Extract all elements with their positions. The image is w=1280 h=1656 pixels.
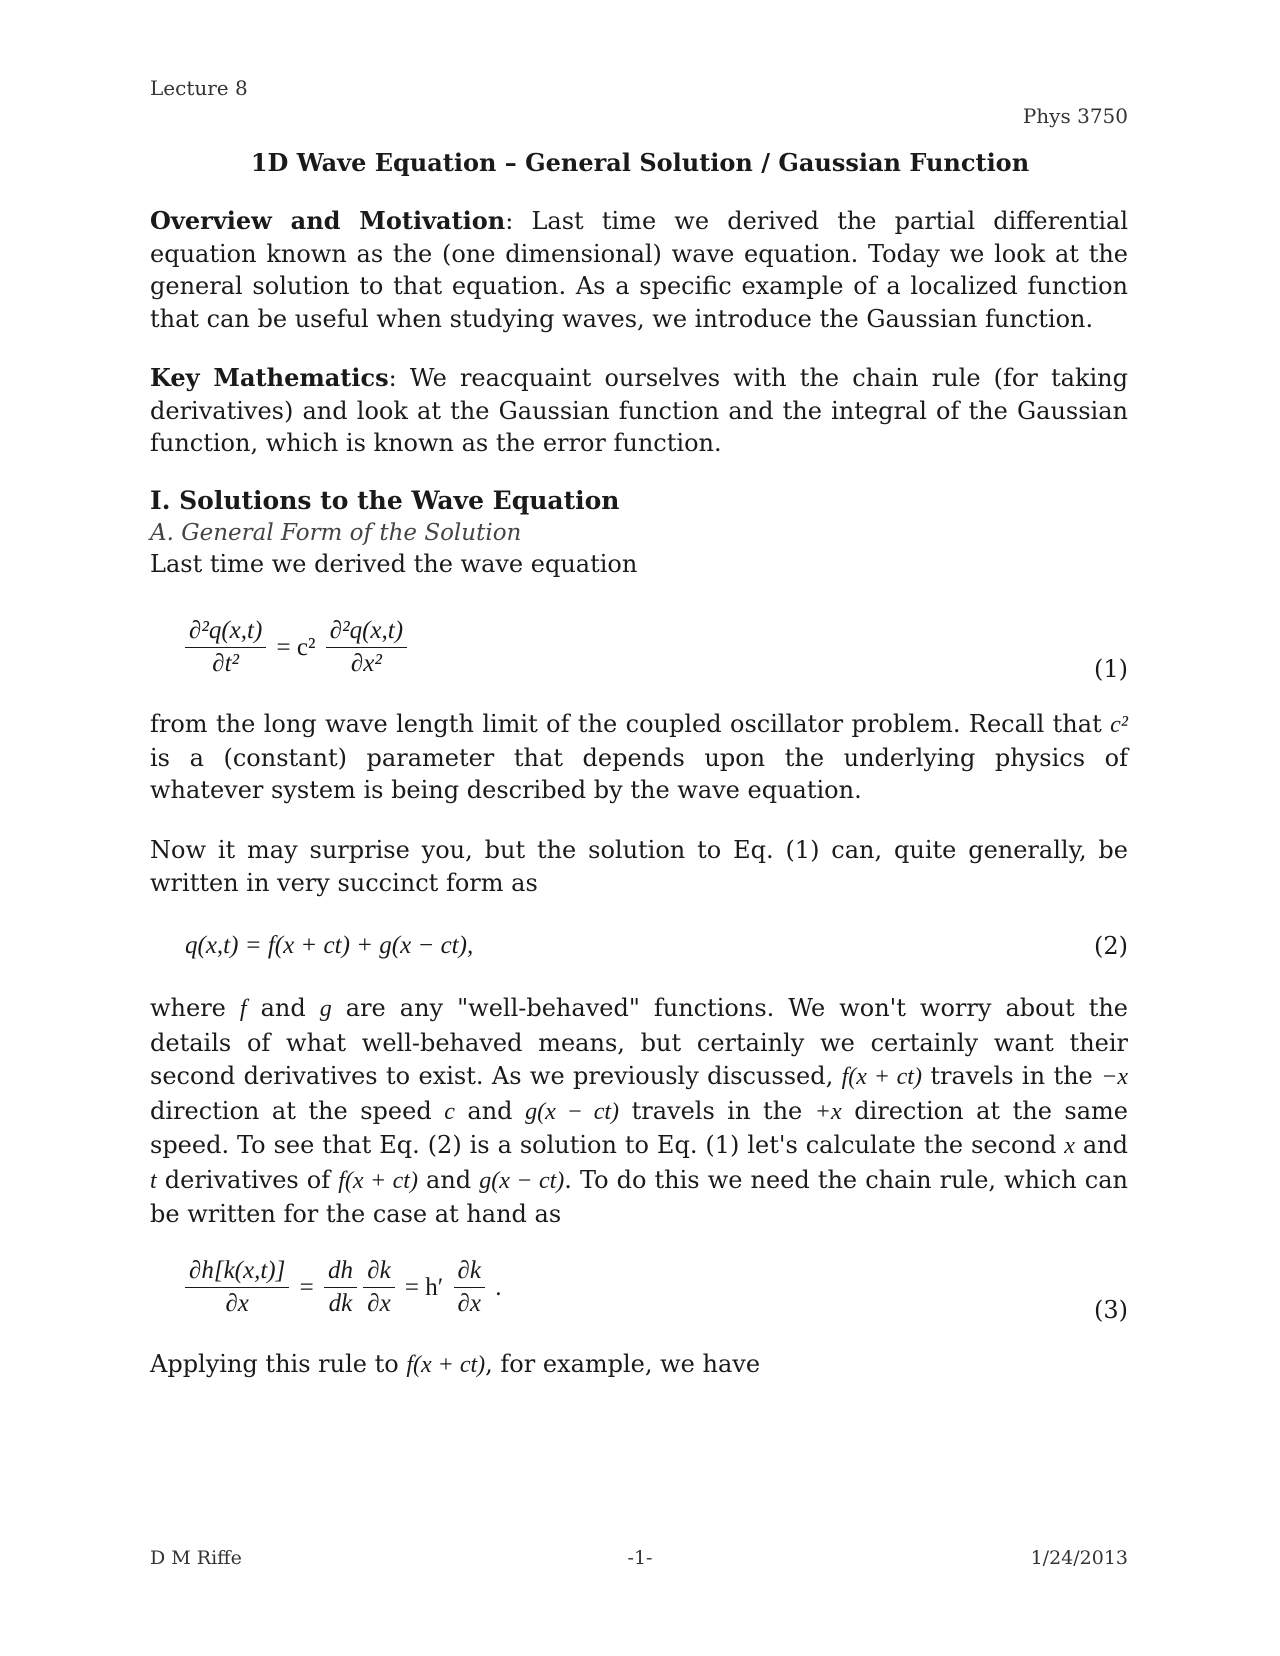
math-inline: t xyxy=(150,1167,157,1194)
text-run: and xyxy=(246,994,320,1022)
header-course: Phys 3750 xyxy=(1022,104,1128,128)
eq3-period: . xyxy=(495,1273,502,1301)
eq3-c-numerator: ∂k xyxy=(363,1255,394,1288)
math-inline: f(x + ct) xyxy=(338,1167,418,1194)
paragraph-where xyxy=(150,992,1128,1232)
text-run: and xyxy=(1074,1131,1128,1159)
text-run: where xyxy=(150,994,240,1022)
equation-1 xyxy=(185,615,407,680)
eq3-a-denominator: ∂x xyxy=(225,1290,249,1317)
math-inline: f(x + ct) xyxy=(406,1352,486,1378)
eq1-lhs-fraction xyxy=(185,615,266,680)
math-inline: x xyxy=(1064,1133,1075,1159)
text-run: and xyxy=(417,1165,480,1194)
overview-text: : Last time we derived the partial differential equation known as the (one dimensional) wave equation. Today we look at the general solution to that equation. As a specific example of a localized function that can be useful when studying waves, we introduce the Gaussian function. xyxy=(150,207,1129,333)
eq3-d-denominator: ∂x xyxy=(457,1290,481,1317)
math-inline: −x xyxy=(1101,1064,1128,1090)
math-inline: f xyxy=(239,996,247,1022)
header-lecture: Lecture 8 xyxy=(150,76,248,100)
text-run: , for example, we have xyxy=(485,1350,761,1378)
math-inline: +x xyxy=(814,1098,842,1125)
math-inline: c² xyxy=(1110,712,1128,738)
equation-1-number: (1) xyxy=(1094,655,1128,683)
footer-date: 1/24/2013 xyxy=(1030,1547,1128,1569)
page-title: 1D Wave Equation – General Solution / Gaussian Function xyxy=(250,148,1030,177)
eq3-equals-2: = h′ xyxy=(404,1273,444,1301)
key-math-paragraph xyxy=(150,362,1128,460)
text-run: direction at the same speed. To see that Eq. (2) is a solution to Eq. (1) let's calculate the second xyxy=(150,1096,1129,1159)
text-run: Applying this rule to xyxy=(150,1350,407,1378)
math-inline: c xyxy=(444,1098,455,1125)
math-inline: f(x + ct) xyxy=(841,1064,922,1090)
key-math-heading: Key Mathematics xyxy=(150,363,389,392)
footer-page-number: -1- xyxy=(627,1547,653,1569)
math-inline: g xyxy=(319,996,332,1022)
text-run: travels in the xyxy=(619,1096,815,1125)
eq3-fraction-a xyxy=(185,1255,289,1320)
eq1-lhs-denominator: ∂t² xyxy=(212,650,240,677)
eq3-b-denominator: dk xyxy=(328,1290,353,1317)
eq3-fraction-d xyxy=(454,1255,485,1320)
text-run: derivatives of xyxy=(156,1165,339,1194)
text-run: . To do this we need the chain rule, which can be written for the case at hand as xyxy=(150,1165,1128,1228)
eq3-equals-1: = xyxy=(299,1273,314,1301)
eq1-equals: = c² xyxy=(276,633,316,661)
math-inline: g(x − ct) xyxy=(525,1098,620,1125)
paragraph-solution: Now it may surprise you, but the solution to Eq. (1) can, quite generally, be written in very succinct form as xyxy=(150,836,1128,897)
eq3-d-numerator: ∂k xyxy=(454,1255,485,1288)
equation-3-number: (3) xyxy=(1094,1296,1128,1324)
section-heading: I. Solutions to the Wave Equation xyxy=(150,486,620,515)
eq3-fraction-c xyxy=(363,1255,394,1320)
text-run: are any "well-behaved" functions. We won't worry about the details of what well-behaved means, but certainly we certainly want their second derivatives to exist. As we previously discussed, xyxy=(150,994,1129,1090)
text-run: direction at the speed xyxy=(150,1096,445,1125)
overview-heading: Overview and Motivation xyxy=(150,206,506,235)
text-run: is a (constant) parameter that depends upon the underlying physics of whatever system is being described by the wave equation. xyxy=(150,743,1128,804)
eq3-fraction-b xyxy=(324,1255,357,1320)
eq3-a-numerator: ∂h[k(x,t)] xyxy=(185,1255,289,1288)
eq1-rhs-numerator: ∂²q(x,t) xyxy=(326,615,407,648)
eq1-lhs-numerator: ∂²q(x,t) xyxy=(185,615,266,648)
key-math-text: : We reacquaint ourselves with the chain rule (for taking derivatives) and look at the Gaussian function and the integral of the Gaussian function, which is known as the error function. xyxy=(150,364,1128,457)
equation-2: q(x,t) = f(x + ct) + g(x − ct), xyxy=(185,932,474,959)
text-run: travels in the xyxy=(921,1062,1102,1090)
equation-2-number: (2) xyxy=(1094,932,1128,960)
text-run: and xyxy=(454,1096,526,1125)
eq1-rhs-fraction xyxy=(326,615,407,680)
text-run: from the long wave length limit of the coupled oscillator problem. Recall that xyxy=(150,710,1111,738)
paragraph-applying xyxy=(150,1348,1128,1382)
overview-paragraph xyxy=(150,205,1128,335)
equation-3 xyxy=(185,1255,505,1320)
eq1-rhs-denominator: ∂x² xyxy=(350,650,382,677)
footer-author: D M Riffe xyxy=(150,1547,242,1569)
paragraph-after-eq1 xyxy=(150,708,1128,807)
eq3-b-numerator: dh xyxy=(324,1255,357,1288)
math-inline: g(x − ct) xyxy=(479,1167,565,1194)
eq3-c-denominator: ∂x xyxy=(367,1290,391,1317)
subsection-heading: A. General Form of the Solution xyxy=(150,520,522,546)
section-intro: Last time we derived the wave equation xyxy=(150,550,638,578)
